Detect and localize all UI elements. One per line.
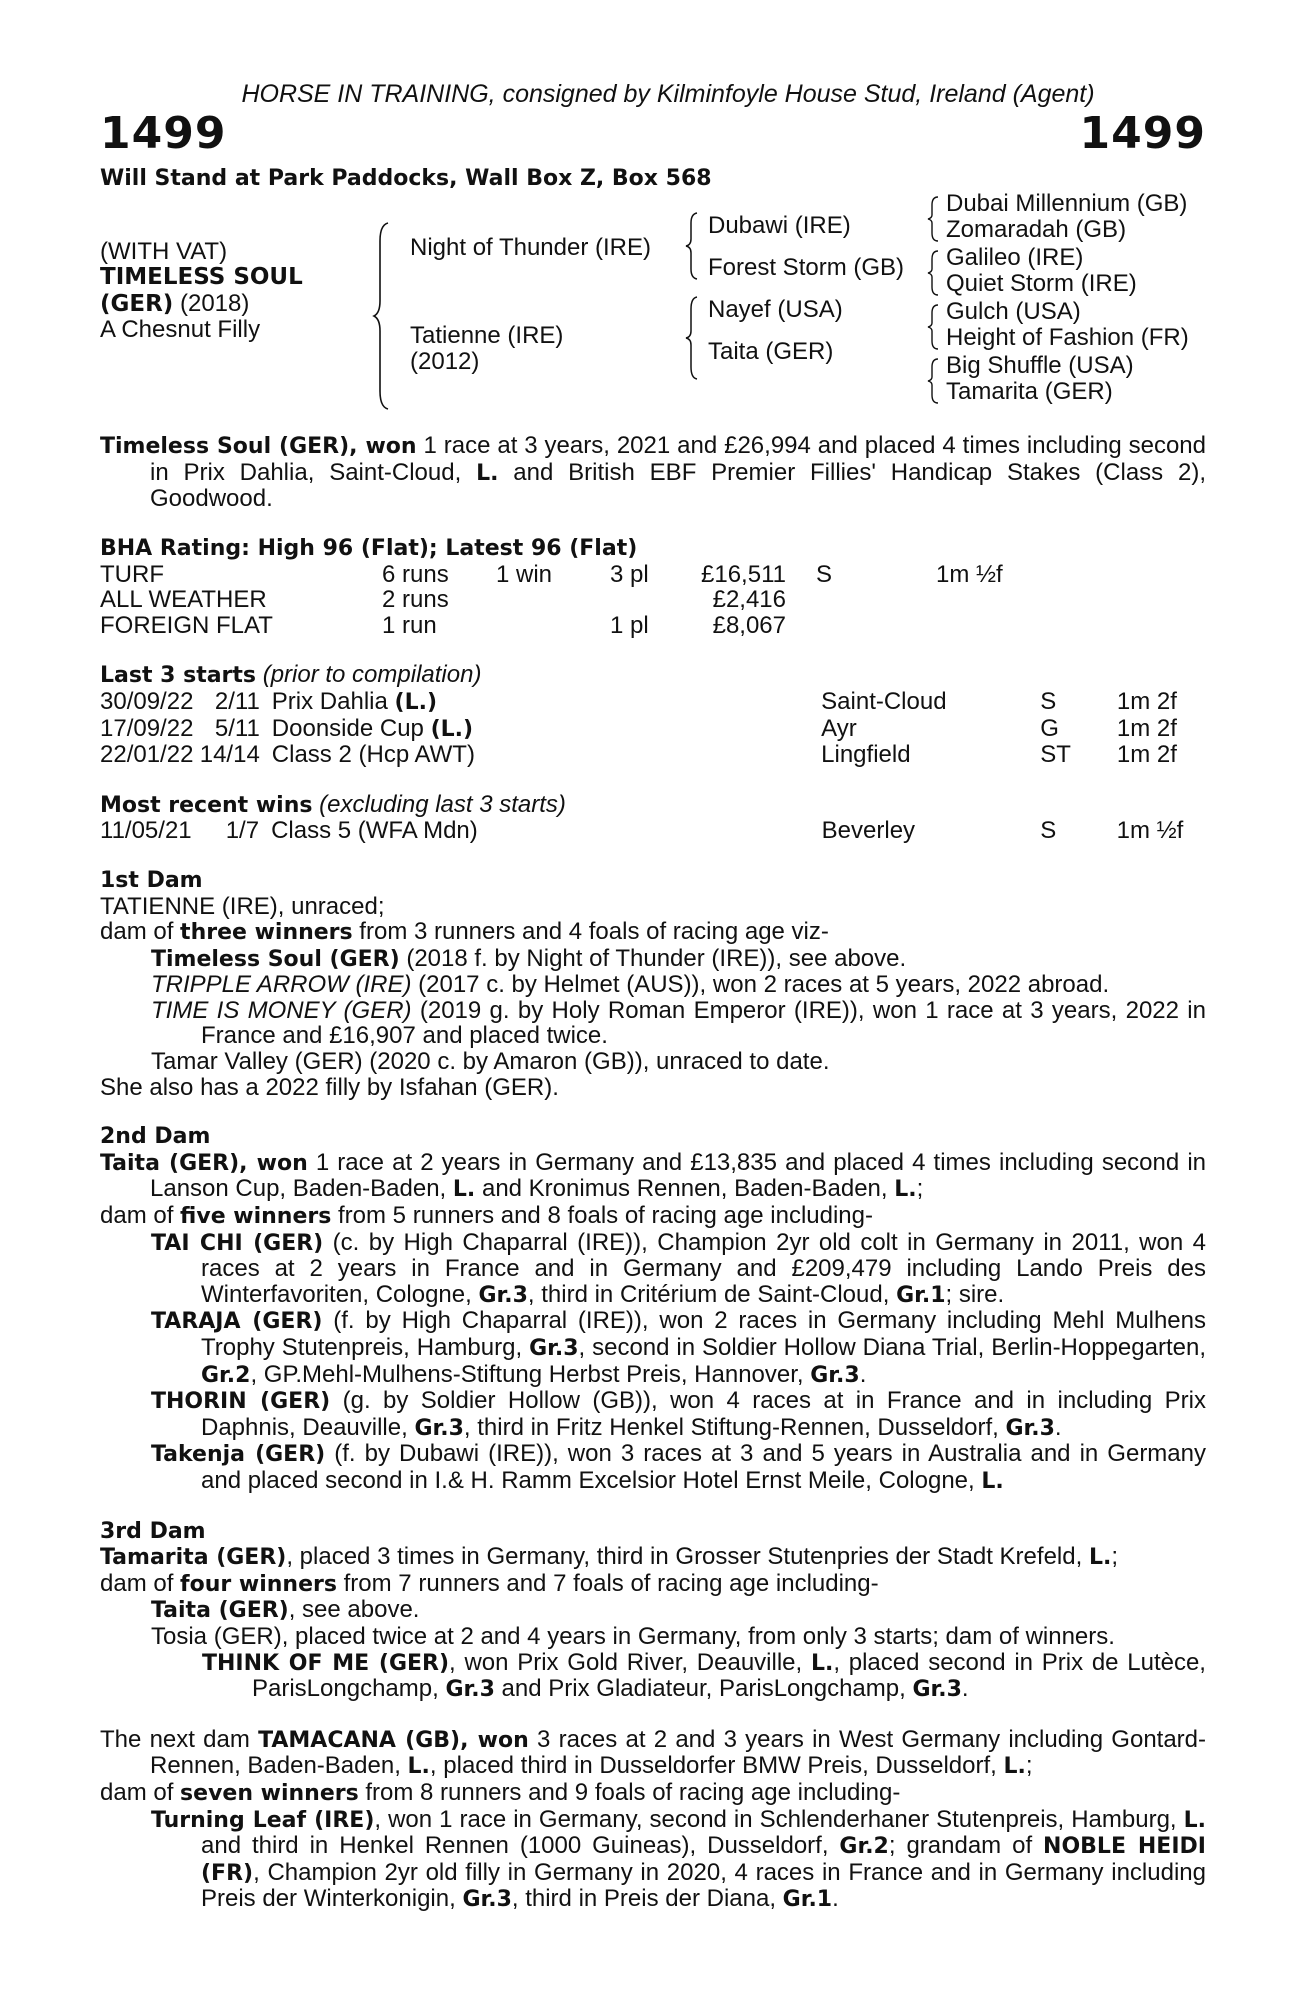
- grand-progeny-name: NOBLE HEIDI (FR): [201, 1834, 1206, 1886]
- start-race: [260, 716, 821, 743]
- progeny-text: , won 1 race in Germany, second in Schlenderhaner Stutenpreis, Hamburg,: [374, 1805, 1184, 1833]
- sire-sire-sire: Dubai Millennium (GB): [946, 190, 1188, 218]
- pedigree-brace-sire: [684, 211, 700, 281]
- rating-earnings: £16,511: [701, 560, 786, 588]
- dam3-winners: four winners: [180, 1571, 337, 1597]
- rating-distance: 1m ½f: [936, 560, 1003, 588]
- dam-name: Tatienne (IRE): [410, 322, 564, 350]
- start-row: [100, 689, 1206, 716]
- fourth-dam-produce: [100, 1780, 1206, 1807]
- group-marker: Gr.3: [1005, 1415, 1055, 1441]
- first-dam-note: She also has a 2022 filly by Isfahan (GER).: [100, 1073, 559, 1101]
- dam-sire-dam: Height of Fashion (FR): [946, 324, 1189, 352]
- summary-listed: L.: [476, 460, 499, 486]
- race-name: Prix Dahlia: [271, 687, 395, 715]
- second-dam-heading: 2nd Dam: [100, 1124, 211, 1150]
- rating-surface: TURF: [100, 560, 164, 588]
- progeny-text-4: .: [859, 1360, 867, 1388]
- recent-wins-heading: [100, 792, 1206, 819]
- progeny-time-is-money: [100, 998, 1206, 1049]
- fourth-dam-record: [100, 1727, 1206, 1780]
- start-position: 5/11: [214, 715, 260, 743]
- group-marker: Gr.3: [462, 1887, 512, 1913]
- group-marker: Gr.3: [529, 1336, 579, 1361]
- second-dam-text-3: ;: [916, 1175, 924, 1203]
- listed-marker: L.: [810, 1650, 834, 1676]
- first-dam-heading: 1st Dam: [100, 867, 203, 893]
- listed-marker: (L.): [430, 716, 474, 742]
- progeny-taraja: [100, 1308, 1206, 1388]
- second-dam-text: 1 race at 2 years in Germany and £13,835 and placed 4 times including second in Lanson Cup, Baden-Baden,: [150, 1148, 1207, 1203]
- progeny-think-of-me: [100, 1650, 1206, 1703]
- fourth-dam-text-2: , placed third in Dusseldorfer BMW Preis, Dusseldorf,: [429, 1752, 1004, 1780]
- start-going: S: [1040, 688, 1057, 716]
- horse-country: (GER): [100, 291, 174, 318]
- progeny-text-2: , third in Fritz Henkel Stiftung-Rennen, Dusseldorf,: [463, 1413, 1006, 1441]
- rating-row: [100, 562, 1036, 588]
- start-distance: 1m ½f: [1116, 817, 1184, 845]
- dam3-runners: from 7 runners and 7 foals of racing age including-: [336, 1569, 879, 1597]
- rating-earnings: £8,067: [712, 611, 786, 639]
- progeny-text: , see above.: [288, 1596, 420, 1624]
- pedigree-brace-ds: [926, 303, 940, 351]
- rating-going: S: [816, 560, 833, 588]
- progeny-name: Taita (GER): [151, 1598, 289, 1624]
- progeny-text: (f. by Dubawi (IRE)), won 3 races at 3 and 5 years in Australia and in Germany and placed second in I.& H. Ramm Excelsior Hotel Ernst Meile, Cologne,: [201, 1440, 1206, 1494]
- dam1-dam-of: dam of: [100, 918, 181, 946]
- last-starts-title: Last 3 starts: [100, 663, 257, 689]
- rating-spacer: [786, 587, 816, 613]
- progeny-text-4: , Champion 2yr old filly in Germany in 2020, 4 races in France and in Germany including Preis der Winterkonigin,: [201, 1858, 1206, 1913]
- group-marker: Gr.3: [912, 1677, 962, 1703]
- sire-dam-sire: Galileo (IRE): [946, 244, 1084, 272]
- progeny-text-3: and Prix Gladiateur, ParisLongchamp,: [494, 1675, 913, 1703]
- rating-spacer: [786, 562, 816, 588]
- rating-placed: 3 pl: [610, 560, 649, 588]
- dam-dam: Taita (GER): [708, 338, 834, 366]
- start-course: Saint-Cloud: [821, 688, 947, 716]
- rating-placed: 1 pl: [610, 611, 649, 639]
- progeny-text-4: .: [961, 1675, 969, 1703]
- sire-dam: Forest Storm (GB): [708, 254, 905, 282]
- progeny-turning-leaf: [100, 1807, 1206, 1913]
- group-marker: Gr.3: [810, 1362, 860, 1388]
- fourth-dam-section: [100, 1727, 1206, 1913]
- progeny-text: (f. by High Chaparral (IRE)), won 2 races in Germany including Mehl Mulhens Trophy Stutenpreis, Hamburg,: [201, 1307, 1206, 1361]
- listed-marker: L.: [894, 1177, 917, 1203]
- start-race: [260, 742, 821, 768]
- progeny-taita: [100, 1597, 1206, 1624]
- start-position: 14/14: [199, 741, 260, 769]
- sire-sire: Dubawi (IRE): [708, 212, 851, 240]
- race-name: Class 2 (Hcp AWT): [271, 741, 475, 769]
- listed-marker: L.: [1088, 1545, 1112, 1571]
- start-row: [100, 742, 1206, 768]
- rating-runs: 6 runs: [382, 560, 449, 588]
- third-dam-section: [100, 1519, 1206, 1703]
- horse-country-year: [100, 291, 249, 318]
- recent-wins-section: [100, 792, 1206, 844]
- listed-marker: L.: [452, 1177, 476, 1203]
- progeny-text: (2017 c. by Helmet (AUS)), won 2 races at 5 years, 2022 abroad.: [411, 971, 1110, 999]
- group-marker: Gr.2: [839, 1834, 889, 1860]
- third-dam-record: [100, 1544, 1206, 1571]
- progeny-tripple-arrow: [100, 972, 1206, 998]
- start-date: 30/09/22: [100, 688, 194, 716]
- progeny-text-5: , third in Preis der Diana,: [511, 1885, 783, 1913]
- progeny-name: THINK OF ME (GER): [202, 1650, 450, 1676]
- fourth-dam-text-3: ;: [1025, 1752, 1033, 1780]
- rating-going: [816, 613, 936, 639]
- rating-spacer: [786, 613, 816, 639]
- progeny-text-3: ; grandam of: [888, 1832, 1044, 1860]
- group-marker: Gr.3: [414, 1415, 464, 1441]
- rating-distance: [936, 613, 1036, 639]
- dam3-dam-of: dam of: [100, 1569, 181, 1597]
- progeny-text: (g. by Soldier Hollow (GB)), won 4 races at in France and in including Prix Daphnis, Deauville,: [201, 1387, 1206, 1441]
- first-dam-produce: [100, 919, 1206, 946]
- sire-dam-dam: Quiet Storm (IRE): [946, 270, 1137, 298]
- rating-section: [100, 536, 1206, 638]
- sire-name: Night of Thunder (IRE): [410, 234, 651, 262]
- recent-wins-table: [100, 818, 1206, 844]
- start-going: S: [1040, 817, 1057, 845]
- rating-row: [100, 587, 1036, 613]
- dam4-dam-of: dam of: [100, 1778, 181, 1806]
- third-dam-name: Tamarita (GER): [100, 1545, 287, 1571]
- progeny-name: Turning Leaf (IRE): [151, 1807, 375, 1833]
- start-course: Ayr: [821, 715, 857, 743]
- lot-number-right: 1499: [1079, 107, 1206, 159]
- dam-dam-dam: Tamarita (GER): [946, 378, 1113, 406]
- progeny-text-2: , second in Soldier Hollow Diana Trial, Berlin-Hoppegarten,: [578, 1334, 1207, 1361]
- summary-won: , won: [349, 434, 417, 460]
- dam1-runners: from 3 runners and 4 foals of racing age viz-: [352, 918, 829, 946]
- progeny-name: Takenja (GER): [151, 1442, 326, 1468]
- progeny-tosia: Tosia (GER), placed twice at 2 and 4 years in Germany, from only 3 starts; dam of winners.: [151, 1622, 1115, 1650]
- rating-runs: 2 runs: [382, 586, 449, 614]
- first-dam-line: TATIENNE (IRE), unraced;: [100, 892, 385, 920]
- rating-wins: [496, 613, 610, 639]
- start-row: [100, 818, 1206, 844]
- progeny-name: TRIPPLE ARROW (IRE): [151, 971, 412, 999]
- rating-row: [100, 613, 1036, 639]
- progeny-text: (2018 f. by Night of Thunder (IRE)), see above.: [399, 944, 907, 972]
- second-dam-name: Taita (GER): [100, 1150, 240, 1176]
- start-race: [260, 689, 821, 716]
- recent-wins-subtitle: (excluding last 3 starts): [312, 790, 566, 818]
- progeny-name: THORIN (GER): [151, 1389, 331, 1415]
- vat-note: (WITH VAT): [100, 238, 228, 266]
- start-course: Lingfield: [821, 741, 911, 769]
- recent-wins-title: Most recent wins: [100, 792, 313, 818]
- second-dam-produce: [100, 1203, 1206, 1230]
- rating-distance: [936, 587, 1036, 613]
- pedigree-brace-dam: [684, 295, 700, 381]
- fourth-dam-won: , won: [460, 1727, 529, 1753]
- pedigree-brace-ss: [926, 195, 940, 243]
- third-dam-text: , placed 3 times in Germany, third in Grosser Stutenpries der Stadt Krefeld,: [286, 1543, 1089, 1571]
- rating-earnings: £2,416: [712, 586, 786, 614]
- listed-marker: L.: [407, 1754, 430, 1780]
- second-dam-record: [100, 1150, 1206, 1203]
- listed-marker: L.: [1183, 1807, 1207, 1833]
- progeny-tai-chi: [100, 1230, 1206, 1309]
- progeny-text-2: , third in Critérium de Saint-Cloud,: [527, 1280, 897, 1308]
- group-marker: Gr.1: [896, 1282, 946, 1308]
- start-distance: 1m 2f: [1116, 741, 1177, 769]
- third-dam-text-2: ;: [1111, 1543, 1118, 1571]
- sire-sire-dam: Zomaradah (GB): [946, 216, 1127, 244]
- dam2-runners: from 5 runners and 8 foals of racing age including-: [331, 1202, 873, 1230]
- rating-table: [100, 562, 1036, 639]
- progeny-thorin: [100, 1388, 1206, 1441]
- start-race: [259, 818, 822, 844]
- dam4-winners: seven winners: [180, 1780, 359, 1806]
- last-starts-subtitle: (prior to compilation): [256, 661, 482, 689]
- rating-surface: FOREIGN FLAT: [100, 611, 273, 639]
- lot-number-row: [100, 107, 1206, 159]
- dam2-winners: five winners: [180, 1204, 332, 1230]
- horse-description: A Chesnut Filly: [100, 316, 261, 344]
- dam2-dam-of: dam of: [100, 1202, 181, 1230]
- group-marker: Gr.3: [478, 1282, 528, 1308]
- start-going: G: [1040, 715, 1059, 743]
- pedigree-chart: [100, 191, 1206, 413]
- progeny-text: , won Prix Gold River, Deauville,: [449, 1648, 811, 1676]
- summary-text: 1 race at 3 years, 2021 and £26,994 and placed 4 times including second in Prix Dahlia, Saint-Cloud,: [150, 432, 1206, 486]
- rating-surface: ALL WEATHER: [100, 586, 267, 614]
- rating-heading: BHA Rating: High 96 (Flat); Latest 96 (Flat): [100, 535, 638, 561]
- summary-text-2: and British EBF Premier Fillies' Handicap Stakes (Class 2), Goodwood.: [150, 458, 1207, 513]
- last-starts-section: [100, 662, 1206, 767]
- race-name: Class 5 (WFA Mdn): [271, 817, 478, 845]
- progeny-text: (c. by High Chaparral (IRE)), Champion 2yr old colt in Germany in 2011, won 4 races at 2 years in France and in Germany and £209,479 including Lando Preis des Winterfavoriten, Cologne,: [201, 1228, 1206, 1308]
- dam-dam-sire: Big Shuffle (USA): [946, 352, 1134, 380]
- summary-horse-name: Timeless Soul (GER): [100, 434, 350, 460]
- progeny-timeless-soul: [100, 946, 1206, 973]
- horse-year: (2018): [173, 290, 250, 318]
- progeny-text-6: .: [832, 1885, 839, 1913]
- dam-sire: Nayef (USA): [708, 296, 843, 324]
- rating-going: [816, 587, 936, 613]
- rating-wins: 1 win: [496, 560, 553, 588]
- progeny-text-3: .: [1054, 1413, 1062, 1441]
- lot-number-left: 1499: [100, 107, 227, 159]
- progeny-name: TARAJA (GER): [151, 1309, 323, 1335]
- last-starts-heading: [100, 662, 1206, 689]
- catalogue-page: [100, 82, 1206, 1913]
- start-date: 11/05/21: [100, 817, 192, 845]
- race-summary: [100, 433, 1206, 512]
- consignor-line: HORSE IN TRAINING, consigned by Kilminfoyle House Stud, Ireland (Agent): [241, 80, 1095, 108]
- progeny-takenja: [100, 1441, 1206, 1494]
- first-dam-section: [100, 868, 1206, 1100]
- start-position: 2/11: [214, 688, 260, 716]
- dam-year: (2012): [410, 348, 480, 376]
- third-dam-heading: 3rd Dam: [100, 1518, 206, 1544]
- start-course: Beverley: [821, 817, 916, 845]
- listed-marker: (L.): [394, 689, 438, 715]
- group-marker: Gr.2: [201, 1362, 251, 1388]
- group-marker: Gr.1: [782, 1887, 833, 1913]
- start-distance: 1m 2f: [1116, 688, 1177, 716]
- rating-runs: 1 run: [382, 611, 437, 639]
- start-date: 22/01/22: [100, 741, 194, 769]
- rating-wins: [496, 587, 610, 613]
- second-dam-text-2: and Kronimus Rennen, Baden-Baden,: [475, 1175, 895, 1203]
- last-starts-table: [100, 689, 1206, 768]
- start-row: [100, 716, 1206, 743]
- dam-sire-sire: Gulch (USA): [946, 298, 1081, 326]
- pedigree-brace-sd: [926, 249, 940, 297]
- fourth-dam-text: 3 races at 2 and 3 years in West Germany including Gontard-Rennen, Baden-Baden,: [150, 1725, 1207, 1780]
- progeny-name: TIME IS MONEY (GER): [151, 996, 412, 1024]
- progeny-text-2: , placed second in Prix de Lutèce, ParisLongchamp,: [252, 1648, 1206, 1703]
- dam1-winners: three winners: [180, 920, 353, 946]
- group-marker: Gr.3: [445, 1677, 495, 1703]
- third-dam-produce: [100, 1571, 1206, 1598]
- horse-name: TIMELESS SOUL: [100, 264, 303, 291]
- progeny-text-3: ; sire.: [945, 1280, 1005, 1308]
- second-dam-won: , won: [239, 1150, 308, 1176]
- progeny-tamar-valley: Tamar Valley (GER) (2020 c. by Amaron (GB)), unraced to date.: [151, 1048, 830, 1076]
- pedigree-brace-dd: [926, 357, 940, 405]
- start-position: 1/7: [225, 817, 260, 845]
- fourth-dam-intro: The next dam: [100, 1725, 259, 1753]
- start-going: ST: [1040, 741, 1071, 769]
- dam4-runners: from 8 runners and 9 foals of racing age including-: [358, 1778, 901, 1806]
- progeny-text-3: , GP.Mehl-Mulhens-Stiftung Herbst Preis, Hannover,: [250, 1360, 811, 1388]
- progeny-name: TAI CHI (GER): [151, 1230, 324, 1256]
- listed-marker: L.: [1003, 1754, 1026, 1780]
- pedigree-brace-main: [372, 221, 392, 411]
- second-dam-section: [100, 1124, 1206, 1494]
- progeny-name: Timeless Soul (GER): [151, 946, 400, 972]
- stand-location: Will Stand at Park Paddocks, Wall Box Z, Box 568: [100, 165, 712, 191]
- fourth-dam-name: TAMACANA (GB): [258, 1727, 461, 1753]
- rating-placed: [610, 587, 680, 613]
- start-date: 17/09/22: [100, 715, 194, 743]
- progeny-text-2: and third in Henkel Rennen (1000 Guineas), Dusseldorf,: [201, 1832, 840, 1860]
- listed-marker: L.: [981, 1468, 1004, 1494]
- start-distance: 1m 2f: [1116, 715, 1177, 743]
- progeny-text: (2019 g. by Holy Roman Emperor (IRE)), won 1 race at 3 years, 2022 in France and £16,907 and placed twice.: [201, 996, 1206, 1050]
- race-name: Doonside Cup: [271, 714, 431, 742]
